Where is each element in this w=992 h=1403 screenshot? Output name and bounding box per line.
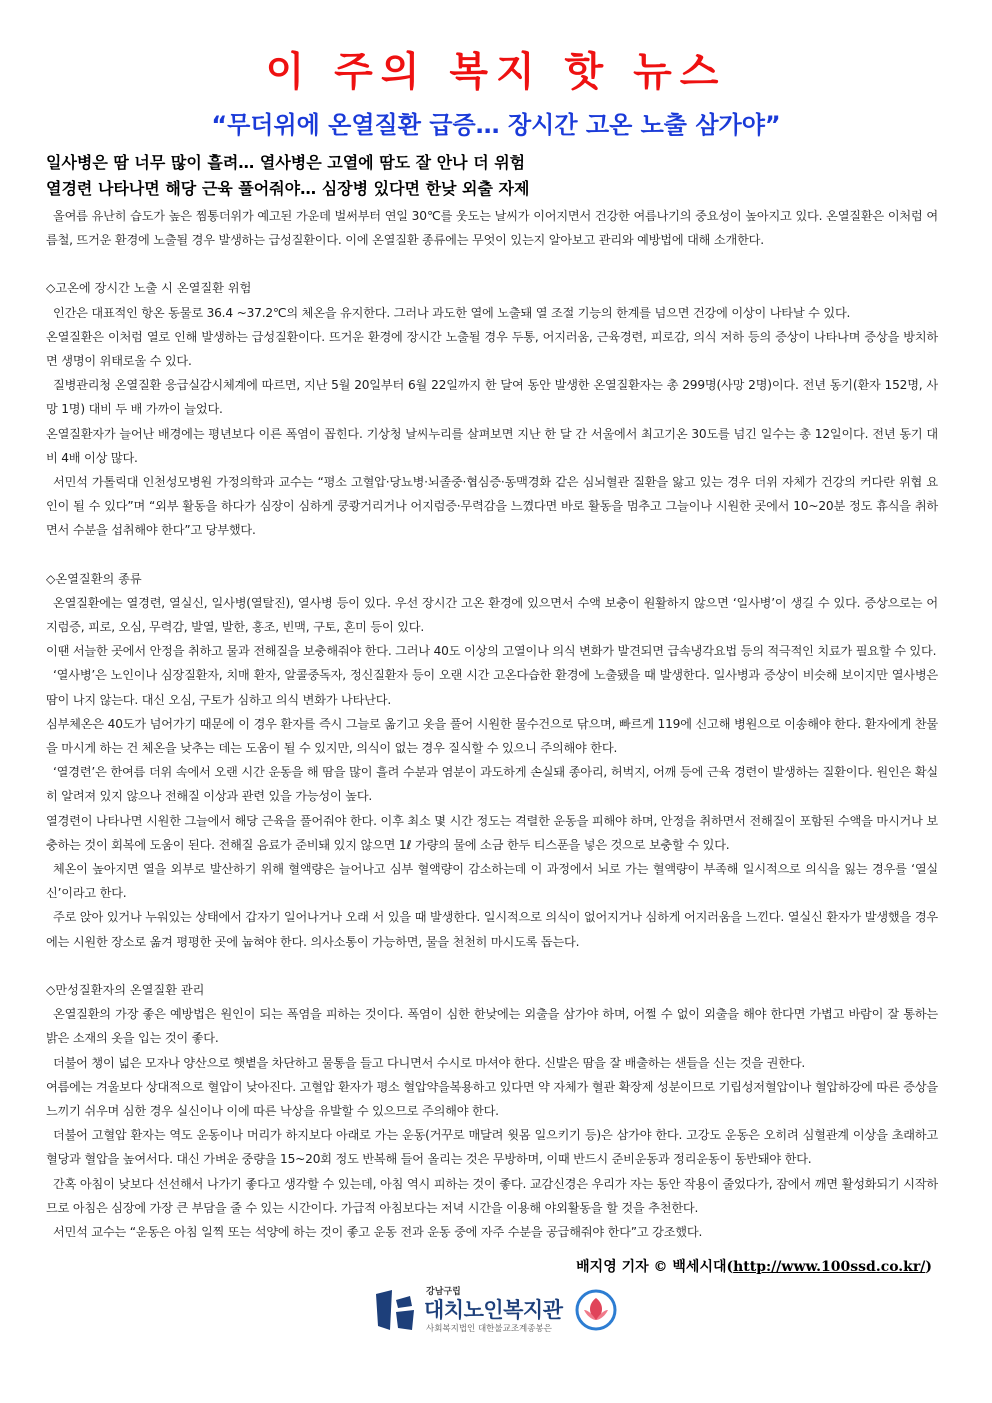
paragraph: 온열질환은 이처럼 열로 인해 발생하는 급성질환이다. 뜨거운 환경에 장시간 노출될 경우 두통, 어지러움, 근육경련, 피로감, 의식 저하 등의 증상이 나타나며 증상을 방치하면 생명이 위태로울 수 있다. bbox=[46, 329, 938, 369]
paragraph: ‘열사병’은 노인이나 심장질환자, 치매 환자, 알콜중독자, 정신질환자 등이 오랜 시간 고온다습한 환경에 노출됐을 때 발생한다. 일사병과 증상이 비슷해 보이지만 열사병은 땀이 나지 않는다. 대신 오심, 구토가 심하고 의식 변화가 나타난다. bbox=[46, 668, 938, 707]
paragraph: 주로 앉아 있거나 누워있는 상태에서 갑자기 일어나거나 오래 서 있을 때 발생한다. 일시적으로 의식이 없어지거나 심하게 어지러움을 느낀다. 열실신 환자가 발생했을 경우에는 시원한 장소로 옮겨 평평한 곳에 눕혀야 한다. 의사소통이 가능하면, 물을 천천히 마시도록 돕는다. bbox=[46, 910, 938, 949]
paragraph: 서민석 교수는 “운동은 아침 일찍 또는 석양에 하는 것이 좋고 운동 전과 운동 중에 자주 수분을 공급해줘야 한다”고 강조했다. bbox=[53, 1224, 703, 1239]
page-subtitle: “무더위에 온열질환 급증… 장시간 고온 노출 삼가야” bbox=[211, 111, 781, 139]
paragraph: 더불어 챙이 넓은 모자나 양산으로 햇볕을 차단하고 물통을 들고 다니면서 수시로 마셔야 한다. 신발은 땀을 잘 배출하는 샌들을 신는 것을 권한다. bbox=[53, 1055, 806, 1070]
paragraph: 체온이 높아지면 열을 외부로 발산하기 위해 혈액량은 늘어나고 심부 혈액량이 감소하는데 이 과정에서 뇌로 가는 혈액량이 부족해 일시적으로 의식을 잃는 경우를 ‘열실신’이라고 한다. bbox=[46, 862, 938, 901]
byline-author: 배지영 기자 © 백세시대( bbox=[576, 1259, 734, 1275]
intro-paragraph: 올여름 유난히 습도가 높은 찜통더위가 예고된 가운데 벌써부터 연일 30℃를 웃도는 날씨가 이어지면서 건강한 여름나기의 중요성이 높아지고 있다. 온열질환은 이처럼 여름철, 뜨거운 환경에 노출될 경우 발생하는 급성질환이다. 이에 온열질환 종류에는 무엇이 있는지 알아보고 관리와 예방법에 대해 소개한다. bbox=[46, 209, 938, 248]
section-heading: ◇고온에 장시간 노출 시 온열질환 위험 bbox=[46, 281, 252, 296]
byline-suffix: ) bbox=[925, 1259, 932, 1275]
paragraph: 열경련이 나타나면 시원한 그늘에서 해당 근육을 풀어줘야 한다. 이후 최소 몇 시간 정도는 격렬한 운동을 피해야 하며, 안정을 취하면서 전해질이 포함된 수액을 마시거나 보충하는 것이 회복에 도움이 된다. 전해질 음료가 준비돼 있지 않으면 1ℓ 가량의 물에 소금 한두 티스푼을 넣은 것으로 보충할 수 있다. bbox=[46, 813, 938, 852]
paragraph: 인간은 대표적인 항온 동물로 36.4 ~37.2℃의 체온을 유지한다. 그러나 과도한 열에 노출돼 열 조절 기능의 한계를 넘으면 건강에 이상이 나타날 수 있다. bbox=[53, 305, 851, 320]
paragraph: 온열질환에는 열경련, 열실신, 일사병(열탈진), 열사병 등이 있다. 우선 장시간 고온 환경에 있으면서 수액 보충이 원활하지 않으면 ‘일사병’이 생길 수 있다. 증상으로는 어지럼증, 피로, 오심, 무력감, 발열, 발한, 홍조, 빈맥, 구토, 혼미 등이 있다. bbox=[46, 595, 938, 635]
page-title: 이 주의 복지 핫 뉴스 bbox=[265, 49, 727, 95]
paragraph: 심부체온은 40도가 넘어가기 때문에 이 경우 환자를 즉시 그늘로 옮기고 옷을 풀어 시원한 물수건으로 닦으며, 빠르게 119에 신고해 병원으로 이송해야 한다. 환자에게 찬물을 마시게 하는 건 체온을 낮추는 데는 도움이 될 수 있지만, 의식이 없는 경우 질식할 수 있으니 주의해야 한다. bbox=[46, 716, 938, 756]
paragraph: 서민석 가톨릭대 인천성모병원 가정의학과 교수는 “평소 고혈압·당뇨병·뇌졸중·협심증·동맥경화 같은 심뇌혈관 질환을 앓고 있는 경우 더위 자체가 건강의 커다란 위협 요인이 될 수 있다”며 “외부 활동을 하다가 심장이 심하게 쿵쾅거리거나 어지럼증·무력감을 느꼈다면 바로 활동을 멈추고 그늘이나 시원한 곳에서 10~20분 정도 휴식을 취하면서 수분을 섭취해야 한다”고 당부했다. bbox=[46, 475, 938, 538]
headline: 일사병은 땀 너무 많이 흘려… 열사병은 고열에 땀도 잘 안나 더 위험 bbox=[46, 153, 526, 172]
paragraph: 여름에는 겨울보다 상대적으로 혈압이 낮아진다. 고혈압 환자가 평소 혈압약을복용하고 있다면 약 자체가 혈관 확장제 성분이므로 기립성저혈압이나 혈압하강에 따른 증상을 느끼기 쉬우며 심한 경우 실신이나 이에 따른 낙상을 유발할 수 있으므로 주의해야 한다. bbox=[46, 1079, 938, 1118]
org-subtitle: 사회복지법인 대한불교조계종봉은 bbox=[426, 1324, 552, 1334]
paragraph: ‘열경련’은 한여름 더위 속에서 오랜 시간 운동을 해 땀을 많이 흘려 수분과 염분이 과도하게 손실돼 종아리, 허벅지, 어깨 등에 근육 경련이 발생하는 질환이다. 원인은 확실히 알려져 있지 않으나 전해질 이상과 관련 있을 가능성이 높다. bbox=[46, 765, 938, 804]
section-heading: ◇온열질환의 종류 bbox=[46, 571, 142, 586]
headline: 열경련 나타나면 해당 근육 풀어줘야… 심장병 있다면 한낮 외출 자제 bbox=[46, 179, 530, 198]
paragraph: 간혹 아침이 낮보다 선선해서 나가기 좋다고 생각할 수 있는데, 아침 역시 피하는 것이 좋다. 교감신경은 우리가 자는 동안 작용이 줄었다가, 잠에서 깨면 활성화되기 시작하므로 아침은 심장에 가장 큰 부담을 줄 수 있는 시간이다. 가급적 아침보다는 저녁 시간을 이용해 야외활동을 할 것을 추천한다. bbox=[46, 1176, 938, 1215]
org-name: 대치노인복지관 bbox=[424, 1298, 563, 1322]
paragraph: 이땐 서늘한 곳에서 안정을 취하고 물과 전해질을 보충해줘야 한다. 그러나 40도 이상의 고열이나 의식 변화가 발견되면 급속냉각요법 등의 적극적인 치료가 필요할 수 있다. bbox=[46, 644, 937, 659]
paragraph: 온열질환자가 늘어난 배경에는 평년보다 이른 폭염이 꼽힌다. 기상청 날씨누리를 살펴보면 지난 한 달 간 서울에서 최고기온 30도를 넘긴 일수는 총 12일이다. 전년 동기 대비 4배 이상 많다. bbox=[46, 426, 938, 465]
paragraph: 온열질환의 가장 좋은 예방법은 원인이 되는 폭염을 피하는 것이다. 폭염이 심한 한낮에는 외출을 삼가야 하며, 어쩔 수 없이 외출을 해야 한다면 가볍고 바람이 잘 통하는 밝은 소재의 옷을 입는 것이 좋다. bbox=[46, 1007, 938, 1046]
org-district: 강남구립 bbox=[426, 1287, 461, 1297]
section-heading: ◇만성질환자의 온열질환 관리 bbox=[46, 982, 205, 997]
lotus-emblem-icon bbox=[574, 1288, 618, 1332]
paragraph: 더불어 고혈압 환자는 역도 운동이나 머리가 하지보다 아래로 가는 운동(거꾸로 매달려 윗몸 일으키기 등)은 삼가야 한다. 고강도 운동은 오히려 심혈관계 이상을 초래하고 혈당과 혈압을 높여서다. 대신 가벼운 중량을 15~20회 정도 반복해 들어 올리는 것은 무방하며, 이때 반드시 준비운동과 정리운동이 동반돼야 한다. bbox=[46, 1128, 938, 1167]
byline bbox=[576, 1256, 932, 1278]
article-body bbox=[46, 204, 938, 1244]
org-logo-icon bbox=[372, 1286, 416, 1334]
organization-footer bbox=[372, 1284, 632, 1340]
paragraph: 질병관리청 온열질환 응급실감시체계에 따르면, 지난 5월 20일부터 6월 22일까지 한 달여 동안 발생한 온열질환자는 총 299명(사망 2명)이다. 전년 동기(환자 152명, 사망 1명) 대비 두 배 가까이 늘었다. bbox=[46, 378, 938, 417]
headlines bbox=[46, 150, 946, 202]
source-link[interactable]: http://www.100ssd.co.kr/ bbox=[733, 1259, 926, 1275]
